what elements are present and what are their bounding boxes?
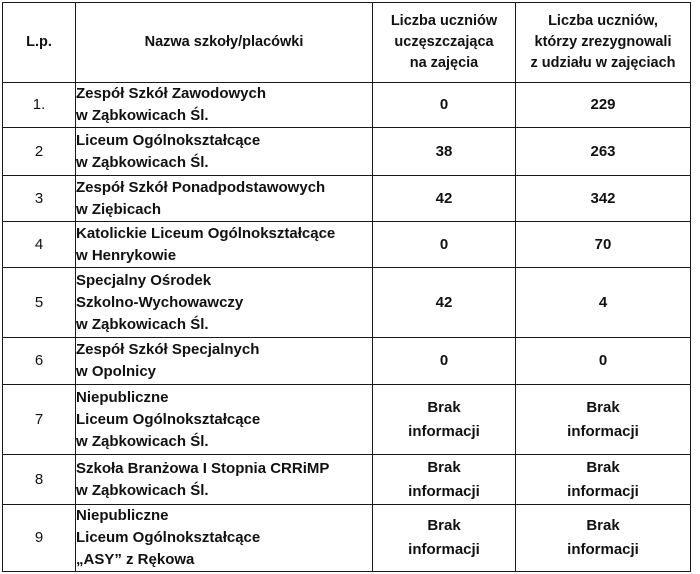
- attending-value: 42: [435, 189, 453, 207]
- header-lp: L.p.: [3, 3, 76, 83]
- row-lp: 2: [3, 128, 76, 176]
- header-row: [3, 3, 691, 83]
- row-lp: 1.: [3, 83, 76, 128]
- row-attending: [373, 222, 516, 268]
- row-attending: [373, 83, 516, 128]
- row-lp: 5: [3, 268, 76, 338]
- attending-value: 0: [439, 235, 449, 253]
- attending-value: Brak: [427, 398, 461, 416]
- school-name-line: Liceum Ogólnokształcące: [76, 131, 261, 149]
- row-resigned: [516, 455, 691, 505]
- header-attending-line: na zajęcia: [409, 55, 479, 71]
- row-lp: 7: [3, 385, 76, 455]
- row-resigned: [516, 83, 691, 128]
- row-attending: [373, 338, 516, 385]
- row-lp: 3: [3, 176, 76, 222]
- school-name-line: Liceum Ogólnokształcące: [76, 529, 261, 546]
- table-row: [3, 385, 691, 455]
- table-row: [3, 268, 691, 338]
- header-attending-line: Liczba uczniów: [390, 13, 498, 29]
- row-lp: 6: [3, 338, 76, 385]
- header-attending: [373, 3, 516, 83]
- table-row: [3, 505, 691, 572]
- row-school-name: [76, 385, 373, 455]
- attending-value: 38: [435, 142, 453, 160]
- row-attending: [373, 128, 516, 176]
- row-lp: 4: [3, 222, 76, 268]
- school-name-line: w Ząbkowicach Śl.: [76, 153, 209, 171]
- table-row: [3, 222, 691, 268]
- row-school-name: [76, 176, 373, 222]
- school-name-line: Niepubliczne: [76, 388, 169, 406]
- resigned-value: Brak: [586, 458, 620, 476]
- resigned-value: informacji: [567, 482, 639, 500]
- table-row: [3, 455, 691, 505]
- row-resigned: [516, 128, 691, 176]
- attending-value: Brak: [427, 458, 461, 476]
- row-school-name: [76, 338, 373, 385]
- school-name-line: Zespół Szkół Specjalnych: [76, 341, 260, 358]
- row-school-name: [76, 268, 373, 338]
- row-school-name: [76, 128, 373, 176]
- resigned-value: informacji: [567, 541, 639, 558]
- resigned-value: 0: [598, 352, 608, 369]
- attending-value: informacji: [408, 422, 480, 440]
- row-resigned: [516, 338, 691, 385]
- resigned-value: Brak: [586, 517, 620, 534]
- attending-value: informacji: [408, 541, 480, 558]
- table-row: [3, 176, 691, 222]
- row-attending: [373, 268, 516, 338]
- attending-value: informacji: [408, 482, 480, 500]
- resigned-value: informacji: [567, 422, 639, 440]
- row-school-name: [76, 83, 373, 128]
- row-school-name: [76, 505, 373, 572]
- header-resigned: [516, 3, 691, 83]
- school-name-line: w Opolnicy: [76, 363, 157, 380]
- school-name-line: Liceum Ogólnokształcące: [76, 410, 261, 428]
- header-school-name: Nazwa szkoły/placówki: [76, 3, 373, 83]
- school-name-line: w Ząbkowicach Śl.: [76, 432, 209, 450]
- school-name-line: Szkoła Branżowa I Stopnia CRRiMP: [76, 459, 330, 477]
- school-name-line: w Ząbkowicach Śl.: [76, 107, 209, 124]
- header-attending-line: uczęszczająca: [394, 34, 494, 50]
- school-name-line: Szkolno-Wychowawczy: [76, 293, 244, 311]
- resigned-value: 4: [598, 293, 608, 311]
- resigned-value: Brak: [586, 398, 620, 416]
- row-school-name: [76, 222, 373, 268]
- attending-value: 0: [439, 96, 449, 113]
- resigned-value: 229: [590, 96, 616, 113]
- row-lp: 8: [3, 455, 76, 505]
- row-attending: [373, 176, 516, 222]
- row-resigned: [516, 222, 691, 268]
- row-resigned: [516, 268, 691, 338]
- resigned-value: 342: [590, 189, 616, 207]
- school-name-line: Zespół Szkół Zawodowych: [76, 85, 267, 102]
- table-row: [3, 128, 691, 176]
- school-name-line: w Ząbkowicach Śl.: [76, 481, 209, 499]
- resigned-value: 70: [594, 235, 612, 253]
- header-resigned-line: Liczba uczniów,: [548, 13, 658, 29]
- schools-table: [2, 2, 691, 572]
- school-name-line: Niepubliczne: [76, 507, 169, 524]
- row-resigned: [516, 505, 691, 572]
- header-resigned-line: z udziału w zajęciach: [530, 55, 676, 71]
- school-name-line: Zespół Szkół Ponadpodstawowych: [76, 178, 326, 196]
- table-row: [3, 83, 691, 128]
- school-name-line: w Ziębicach: [76, 200, 162, 218]
- table-row: [3, 338, 691, 385]
- school-name-line: „ASY” z Rękowa: [76, 551, 195, 568]
- attending-value: 42: [435, 293, 453, 311]
- row-lp: 9: [3, 505, 76, 572]
- row-attending: [373, 455, 516, 505]
- school-name-line: w Henrykowie: [76, 246, 177, 264]
- school-name-line: Specjalny Ośrodek: [76, 271, 212, 289]
- school-name-line: Katolickie Liceum Ogólnokształcące: [76, 224, 336, 242]
- resigned-value: 263: [590, 142, 616, 160]
- attending-value: 0: [439, 352, 449, 369]
- row-attending: [373, 505, 516, 572]
- row-school-name: [76, 455, 373, 505]
- school-name-line: w Ząbkowicach Śl.: [76, 315, 209, 333]
- row-attending: [373, 385, 516, 455]
- row-resigned: [516, 176, 691, 222]
- header-resigned-line: którzy zrezygnowali: [534, 34, 672, 50]
- attending-value: Brak: [427, 517, 461, 534]
- row-resigned: [516, 385, 691, 455]
